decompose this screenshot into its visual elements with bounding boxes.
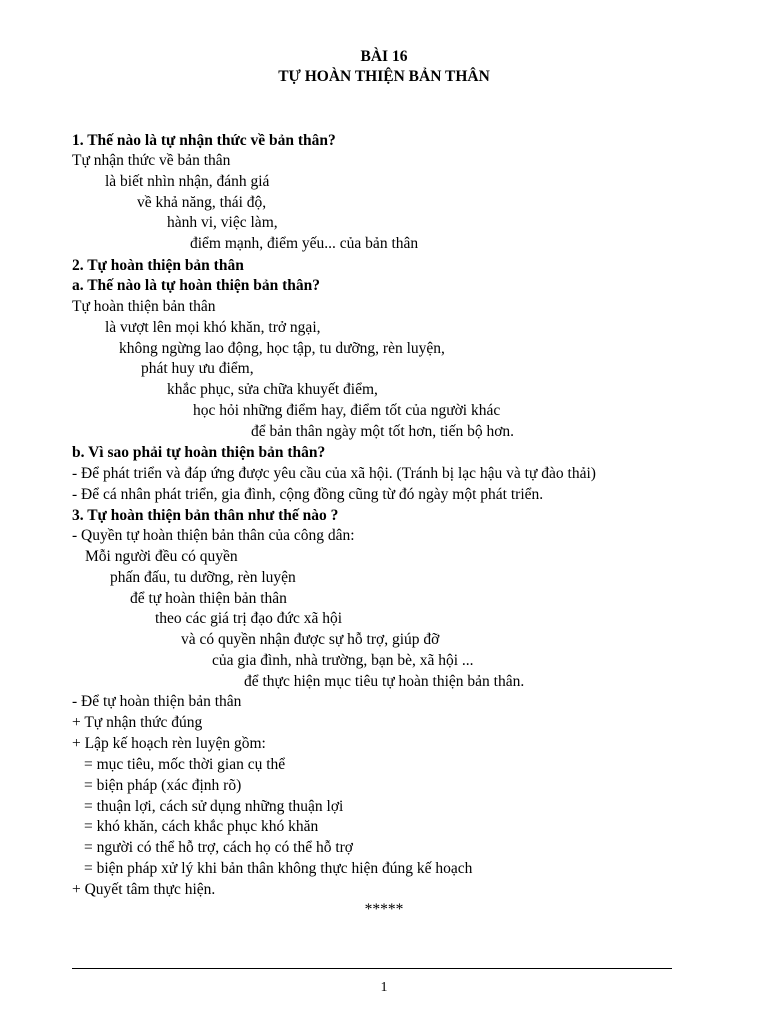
text-line: = biện pháp (xác định rõ) — [84, 777, 242, 794]
text-line: không ngừng lao động, học tập, tu dưỡng, rèn luyện, — [119, 340, 445, 357]
text-line: Tự hoàn thiện bản thân — [72, 298, 216, 315]
text-line: = mục tiêu, mốc thời gian cụ thể — [84, 756, 286, 773]
heading-2a: a. Thế nào là tự hoàn thiện bản thân? — [72, 277, 321, 294]
text-line: - Để cá nhân phát triển, gia đình, cộng đồng cũng từ đó ngày một phát triển. — [72, 486, 544, 503]
text-line: = biện pháp xử lý khi bản thân không thực hiện đúng kế hoạch — [84, 860, 473, 877]
text-line: của gia đình, nhà trường, bạn bè, xã hội ... — [212, 652, 474, 669]
text-line: Tự nhận thức về bản thân — [72, 152, 231, 169]
separator: ***** — [364, 901, 404, 918]
text-line: để thực hiện mục tiêu tự hoàn thiện bản thân. — [244, 673, 525, 690]
text-line: phát huy ưu điểm, — [141, 360, 254, 377]
text-line: - Để phát triển và đáp ứng được yêu cầu của xã hội. (Tránh bị lạc hậu và tự đào thải) — [72, 465, 596, 482]
lesson-number: BÀI 16 — [360, 48, 408, 65]
text-line: = khó khăn, cách khắc phục khó khăn — [84, 818, 319, 835]
page-number: 1 — [380, 980, 388, 995]
lesson-title: TỰ HOÀN THIỆN BẢN THÂN — [278, 68, 490, 85]
text-line: + Lập kế hoạch rèn luyện gồm: — [72, 735, 266, 752]
text-line: là biết nhìn nhận, đánh giá — [105, 173, 270, 190]
text-line: khắc phục, sửa chữa khuyết điểm, — [167, 381, 378, 398]
text-line: - Quyền tự hoàn thiện bản thân của công dân: — [72, 527, 355, 544]
heading-2b: b. Vì sao phải tự hoàn thiện bản thân? — [72, 444, 326, 461]
text-line: để tự hoàn thiện bản thân — [130, 590, 287, 607]
text-line: - Để tự hoàn thiện bản thân — [72, 693, 242, 710]
heading-3: 3. Tự hoàn thiện bản thân như thế nào ? — [72, 507, 339, 524]
text-line: là vượt lên mọi khó khăn, trở ngại, — [105, 319, 321, 336]
text-line: để bản thân ngày một tốt hơn, tiến bộ hơn. — [251, 423, 515, 440]
text-line: + Quyết tâm thực hiện. — [72, 881, 216, 898]
heading-1: 1. Thế nào là tự nhận thức về bản thân? — [72, 132, 336, 149]
text-line: + Tự nhận thức đúng — [72, 714, 203, 731]
text-line: = người có thể hỗ trợ, cách họ có thể hỗ trợ — [84, 839, 353, 856]
text-line: học hỏi những điểm hay, điểm tốt của người khác — [193, 402, 501, 419]
text-line: và có quyền nhận được sự hỗ trợ, giúp đỡ — [181, 631, 440, 648]
text-line: Mỗi người đều có quyền — [85, 548, 238, 565]
text-line: phấn đấu, tu dưỡng, rèn luyện — [110, 569, 296, 586]
footer-rule — [72, 968, 672, 969]
text-line: về khả năng, thái độ, — [137, 194, 267, 211]
text-line: theo các giá trị đạo đức xã hội — [155, 610, 343, 627]
text-line: điểm mạnh, điểm yếu... của bản thân — [190, 235, 419, 252]
text-line: = thuận lợi, cách sử dụng những thuận lợi — [84, 798, 344, 815]
text-line: hành vi, việc làm, — [167, 214, 278, 231]
heading-2: 2. Tự hoàn thiện bản thân — [72, 257, 244, 274]
